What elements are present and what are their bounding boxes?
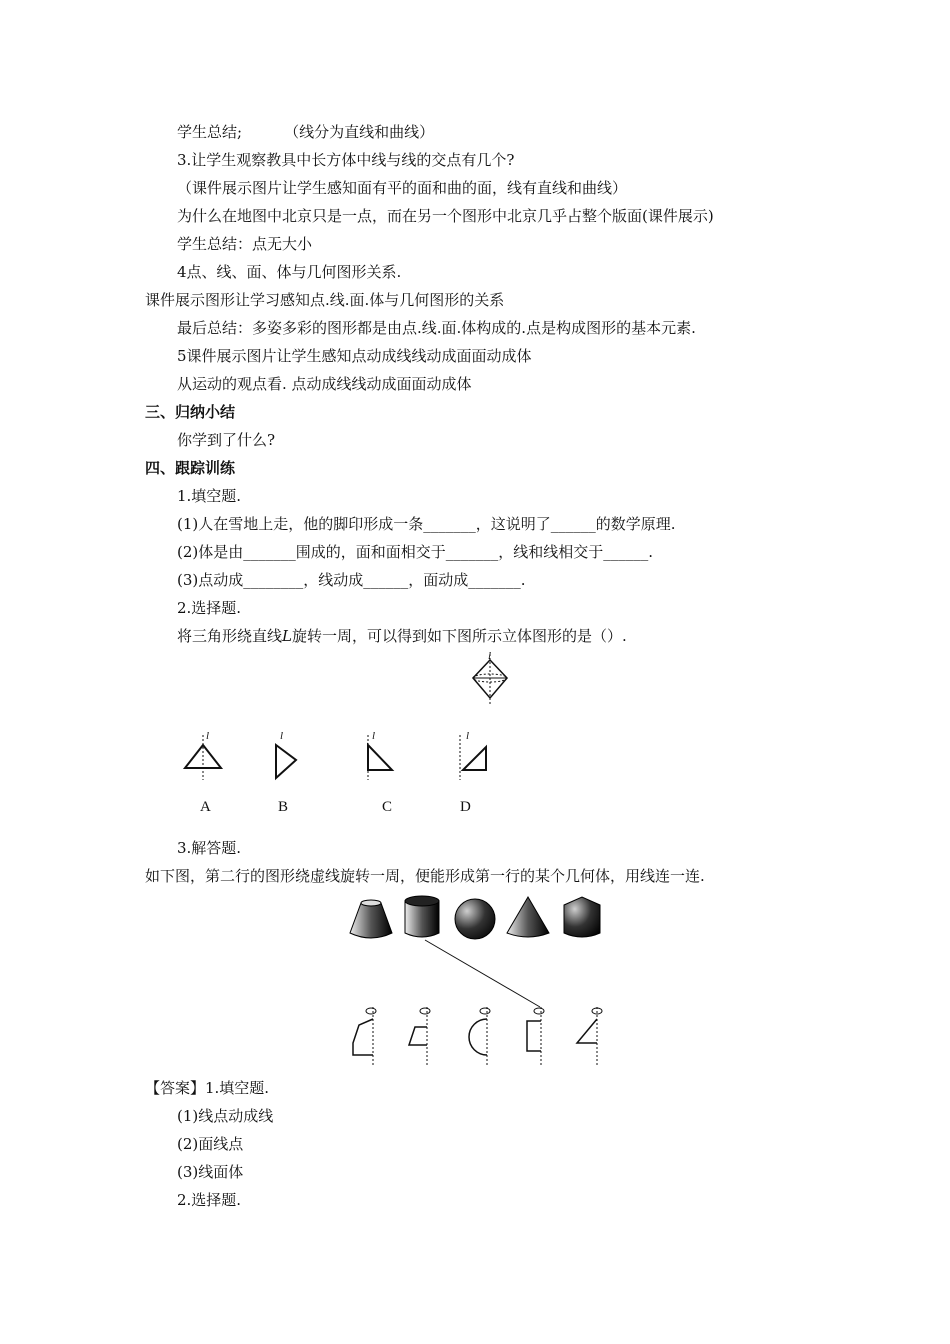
sphere-icon [455,899,495,939]
text-line-7: 课件展示图形让学习感知点.线.面.体与几何图形的关系 [145,291,505,309]
trapezoid-shape-icon [409,1007,430,1065]
answer-line-3: (3)线面体 [177,1163,244,1181]
pentagon-shape-icon [353,1007,376,1065]
text-line-10: 从运动的观点看. 点动成线线动成面面动成体 [177,375,472,393]
option-a-axis-label: l [206,730,210,742]
option-b-figure [266,735,306,780]
frustum-icon [350,900,392,938]
text-line-14: (2)体是由_______围成的，面和面相交于_______，线和线相交于______. [177,543,654,561]
answer-line-1: (1)线点动成线 [177,1107,274,1125]
answer-heading: 【答案】1.填空题. [145,1079,270,1097]
text-line-11: 你学到了什么? [177,431,276,449]
text-line-2: 3.让学生观察教具中长方体中线与线的交点有几个? [177,151,515,169]
semicircle-shape-icon [469,1007,490,1065]
text-line-12: 1.填空题. [177,487,242,505]
option-a-figure [180,735,228,780]
text-line-13: (1)人在雪地上走，他的脚印形成一条_______，这说明了______的数学原理. [177,515,676,533]
axis-label: l [488,650,492,662]
text-line-16: 2.选择题. [177,599,242,617]
option-b-label: B [278,799,289,815]
option-d-figure [452,735,492,780]
text-line-19: 如下图，第二行的图形绕虚线旋转一周，便能形成第一行的某个几何体，用线连一连. [145,867,705,885]
triangle-shape-icon [577,1007,602,1065]
text-line-18: 3.解答题. [177,839,242,857]
option-d-axis-label: l [466,730,470,742]
cone-icon [507,897,549,937]
text-line-3: （课件展示图片让学生感知面有平的面和曲的面，线有直线和曲线） [177,179,628,197]
option-d-label: D [460,799,471,815]
section-heading-3: 三、归纳小结 [145,403,236,421]
text-line-15: (3)点动成________，线动成______，面动成_______. [177,571,526,589]
cylinder-icon [405,896,439,937]
option-a-label: A [200,799,211,815]
text-line-9: 5课件展示图片让学生感知点动成线线动成面面动成体 [177,347,532,365]
text-line-6: 4点、线、面、体与几何图形关系. [177,263,402,281]
option-c-axis-label: l [372,730,376,742]
text-line-5: 学生总结：点无大小 [177,235,313,253]
option-b-axis-label: l [280,730,284,742]
answer-line-2: (2)面线点 [177,1135,244,1153]
text-line-17: 将三角形绕直线L旋转一周，可以得到如下图所示立体图形的是（）. [177,627,627,645]
text-line-4: 为什么在地图中北京只是一点，而在另一个图形中北京几乎占整个版面(课件展示) [177,207,714,225]
text-line-8: 最后总结：多姿多彩的图形都是由点.线.面.体构成的.点是构成图形的基本元素. [177,319,696,337]
answer-line-4: 2.选择题. [177,1191,242,1209]
text-line-1: 学生总结; （线分为直线和曲线） [177,123,435,141]
shapes-row-figure [345,1003,615,1065]
option-c-label: C [382,799,393,815]
option-c-figure [360,735,400,780]
section-heading-4: 四、跟踪训练 [145,459,236,477]
capped-cylinder-icon [564,897,600,937]
rectangle-shape-icon [527,1007,544,1065]
